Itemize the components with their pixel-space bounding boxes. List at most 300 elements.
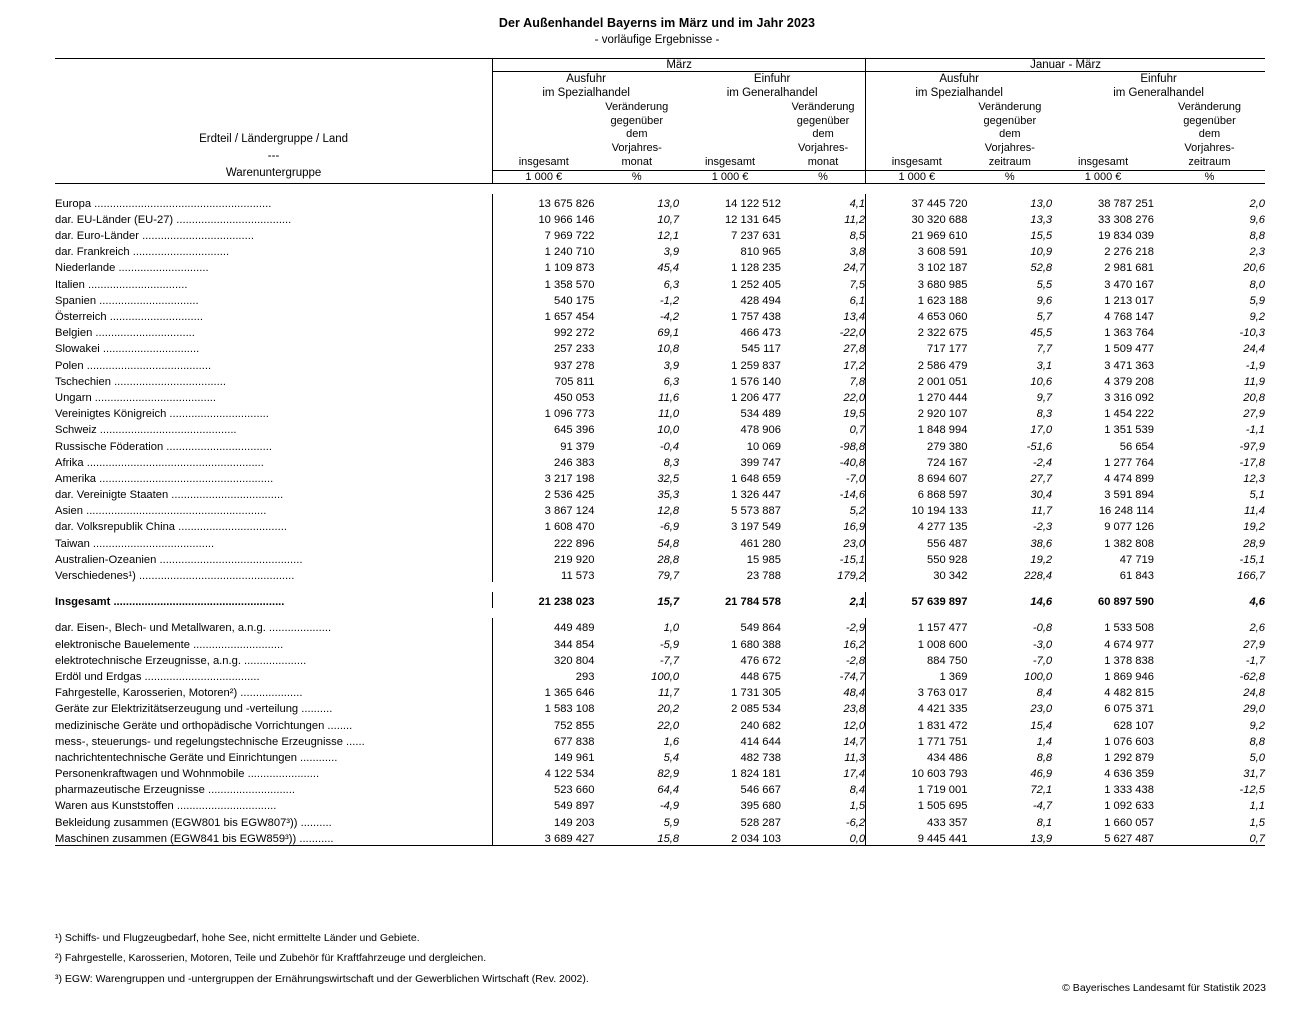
- cell-change-pct: 7,8: [781, 372, 866, 388]
- cell-value: 3 197 549: [731, 521, 781, 534]
- table-row: [55, 307, 1265, 323]
- cell-value: 16 248 114: [1098, 505, 1154, 518]
- cell-change-pct: 8,4: [1036, 687, 1053, 700]
- cell-value: 6 868 597: [917, 489, 968, 502]
- row-label: mess-, steuerungs- und regelungstechnische Erzeugnisse ......: [55, 732, 493, 748]
- cell-change-pct: 5,7: [1036, 311, 1053, 323]
- cell-change-pct: -17,8: [1239, 456, 1265, 469]
- cell-value: 1 583 108: [544, 703, 595, 716]
- cell-value: 60 897 590: [1097, 596, 1154, 609]
- row-label: Polen ........................................: [55, 355, 493, 371]
- foreign-trade-table: [55, 58, 1265, 846]
- cell-change-pct: 0,7: [781, 420, 866, 436]
- cell-value: 1 076 603: [1104, 735, 1154, 748]
- cell-change-pct: 11,7: [1031, 505, 1053, 518]
- cell-value: 1 831 472: [917, 719, 968, 732]
- cell-value: 21 969 610: [911, 230, 968, 243]
- cell-change-pct: 16,9: [781, 517, 866, 533]
- cell-value: 1 363 764: [1104, 327, 1154, 340]
- cell-value: 4 653 060: [917, 311, 968, 323]
- table-row: [55, 651, 1265, 667]
- cell-value: 1 509 477: [1104, 343, 1154, 356]
- cell-change-pct: 45,5: [1030, 327, 1053, 340]
- table-row: [55, 732, 1265, 748]
- cell-change-pct: 1,5: [1249, 816, 1265, 829]
- cell-change-pct: 7,7: [1036, 343, 1053, 356]
- cell-value: 1 771 751: [917, 735, 968, 748]
- cell-change-pct: 2,6: [1249, 622, 1265, 635]
- cell-value: 293: [575, 670, 595, 683]
- cell-value: 1 576 140: [731, 375, 781, 388]
- cell-change-pct: 32,5: [657, 472, 680, 485]
- cell-change-pct: -7,7: [659, 654, 680, 667]
- cell-change-pct: -7,0: [1032, 654, 1053, 667]
- cell-value: 1 351 539: [1104, 424, 1154, 437]
- table-row: [55, 404, 1265, 420]
- cell-change-pct: 10,9: [1030, 246, 1053, 259]
- cell-value: 246 383: [553, 456, 595, 469]
- table-row: [55, 829, 1265, 846]
- cell-value: 1 608 470: [544, 521, 595, 534]
- table-row: [55, 592, 1265, 608]
- cell-change-pct: 20,8: [1243, 391, 1265, 404]
- cell-change-pct: 8,1: [1036, 816, 1053, 829]
- cell-value: 556 487: [927, 537, 968, 550]
- cell-value: 9 077 126: [1104, 521, 1154, 534]
- table-row: [55, 323, 1265, 339]
- cell-value: 3 867 124: [544, 505, 595, 518]
- cell-change-pct: 11,9: [1244, 375, 1265, 388]
- cell-value: 3 608 591: [917, 246, 968, 259]
- cell-value: 717 177: [927, 343, 968, 356]
- cell-value: 6 075 371: [1104, 703, 1154, 716]
- cell-value: 1 719 001: [917, 784, 968, 797]
- table-row: [55, 683, 1265, 699]
- cell-change-pct: 15,4: [1030, 719, 1053, 732]
- cell-change-pct: 12,8: [657, 505, 680, 518]
- cell-change-pct: -4,2: [659, 311, 680, 323]
- cell-value: 476 672: [740, 654, 781, 667]
- cell-change-pct: 16,2: [781, 634, 866, 650]
- flow-header-ausfuhr-jan: [866, 72, 1053, 101]
- row-label: Europa .........................................................: [55, 194, 493, 210]
- cell-change-pct: -15,1: [781, 550, 866, 566]
- cell-change-pct: 8,8: [1249, 735, 1265, 748]
- table-row: [55, 291, 1265, 307]
- table-row: [55, 812, 1265, 828]
- cell-change-pct: 8,5: [781, 226, 866, 242]
- cell-value: 1 096 773: [544, 408, 595, 421]
- table-spacer-row: [55, 608, 1265, 618]
- row-label: dar. Eisen-, Blech- und Metallwaren, a.n.g. ....................: [55, 618, 493, 634]
- cell-change-pct: 13,0: [1030, 197, 1053, 210]
- cell-value: 3 217 198: [544, 472, 595, 485]
- cell-change-pct: 1,4: [1036, 735, 1053, 748]
- cell-change-pct: -10,3: [1239, 327, 1265, 340]
- cell-change-pct: 8,8: [1036, 751, 1053, 764]
- cell-change-pct: 27,9: [1243, 408, 1265, 421]
- stub-header-line3: Warenuntergruppe: [225, 167, 322, 180]
- row-label: Asien ..........................................................: [55, 501, 493, 517]
- cell-value: 1 008 600: [917, 638, 968, 651]
- cell-change-pct: -1,2: [659, 294, 680, 307]
- cell-value: 23 788: [746, 570, 781, 582]
- cell-value: 3 471 363: [1104, 359, 1154, 372]
- cell-value: 937 278: [553, 359, 595, 372]
- cell-change-pct: 4,1: [781, 194, 866, 210]
- period-header-jan-maerz: Januar - März: [866, 59, 1265, 72]
- cell-change-pct: 17,4: [781, 764, 866, 780]
- cell-change-pct: 14,6: [1030, 596, 1053, 609]
- row-label: dar. Volksrepublik China ...................................: [55, 517, 493, 533]
- cell-change-pct: 27,8: [781, 339, 866, 355]
- cell-change-pct: 79,7: [657, 570, 680, 582]
- row-label: dar. Euro-Länder ....................................: [55, 226, 493, 242]
- cell-change-pct: 22,0: [781, 388, 866, 404]
- measure-change-3-l1: Veränderung: [978, 100, 1042, 113]
- cell-value: 645 396: [553, 424, 595, 437]
- cell-value: 540 175: [553, 294, 595, 307]
- table-row: [55, 634, 1265, 650]
- cell-change-pct: 9,6: [1036, 294, 1053, 307]
- cell-change-pct: 19,2: [1243, 521, 1265, 534]
- cell-change-pct: 8,0: [1249, 278, 1265, 291]
- cell-value: 7 237 631: [731, 230, 781, 243]
- cell-change-pct: 12,1: [657, 230, 680, 243]
- cell-change-pct: 15,8: [594, 829, 679, 846]
- table-row: [55, 274, 1265, 290]
- cell-value: 549 864: [740, 622, 781, 635]
- cell-change-pct: 11,6: [658, 391, 680, 404]
- stub-header-line1: Erdteil / Ländergruppe / Land: [199, 132, 349, 145]
- table-spacer-row: [55, 582, 1265, 592]
- page-title: Der Außenhandel Bayerns im März und im Jahr 2023: [498, 16, 816, 30]
- flow-header-ausfuhr-maerz-l2: im Spezialhandel: [542, 87, 630, 100]
- cell-value: 1 382 808: [1104, 537, 1154, 550]
- cell-value: 2 276 218: [1104, 246, 1154, 259]
- cell-change-pct: 28,9: [1243, 537, 1265, 550]
- measure-change-4-l1: Veränderung: [1177, 100, 1241, 113]
- cell-change-pct: -1,7: [1245, 654, 1265, 667]
- cell-change-pct: 100,0: [651, 670, 680, 683]
- cell-value: 1 109 873: [544, 262, 595, 275]
- cell-change-pct: 20,2: [657, 703, 680, 716]
- unit-pct-1: %: [594, 170, 679, 183]
- table-row: [55, 533, 1265, 549]
- table-row: [55, 748, 1265, 764]
- footnote-1: ¹) Schiffs- und Flugzeugbedarf, hohe See, nicht ermittelte Länder und Gebiete.: [55, 932, 420, 944]
- cell-value: 1 259 837: [731, 359, 781, 372]
- cell-change-pct: 3,9: [663, 359, 680, 372]
- table-row: [55, 715, 1265, 731]
- cell-change-pct: 166,7: [1237, 570, 1265, 582]
- row-label: dar. Vereinigte Staaten ....................................: [55, 485, 493, 501]
- cell-change-pct: 13,0: [657, 197, 680, 210]
- cell-value: 523 660: [553, 784, 595, 797]
- cell-value: 320 804: [553, 654, 595, 667]
- cell-value: 724 167: [927, 456, 968, 469]
- row-label: Amerika ........................................................: [55, 469, 493, 485]
- table-row: [55, 501, 1265, 517]
- cell-value: 57 639 897: [911, 596, 968, 609]
- cell-change-pct: -40,8: [781, 453, 866, 469]
- cell-value: 2 920 107: [917, 408, 968, 421]
- cell-change-pct: 20,6: [1243, 262, 1265, 275]
- cell-change-pct: -2,4: [1032, 456, 1053, 469]
- cell-change-pct: 5,5: [1036, 278, 1053, 291]
- cell-value: 1 157 477: [917, 622, 968, 635]
- cell-value: 21 238 023: [538, 596, 595, 609]
- cell-change-pct: -6,2: [781, 812, 866, 828]
- cell-change-pct: 10,0: [657, 424, 680, 437]
- measure-change-3-l3: dem: [999, 128, 1021, 141]
- cell-value: 482 738: [740, 751, 781, 764]
- cell-value: 1 505 695: [917, 800, 968, 813]
- cell-value: 30 342: [933, 570, 968, 582]
- cell-change-pct: -2,8: [781, 651, 866, 667]
- cell-value: 19 834 039: [1097, 230, 1154, 243]
- cell-value: 549 897: [553, 800, 595, 813]
- cell-change-pct: 9,2: [1249, 311, 1265, 323]
- cell-change-pct: 179,2: [781, 566, 866, 582]
- cell-change-pct: -74,7: [781, 667, 866, 683]
- cell-value: 4 636 359: [1104, 768, 1154, 781]
- cell-value: 10 069: [746, 440, 781, 453]
- measure-change-4-l2: gegenüber: [1183, 114, 1236, 127]
- cell-value: 1 660 057: [1104, 816, 1154, 829]
- cell-value: 1 213 017: [1104, 294, 1154, 307]
- cell-change-pct: -1,9: [1245, 359, 1265, 372]
- cell-change-pct: 8,3: [1036, 408, 1053, 421]
- cell-value: 4 674 977: [1104, 638, 1154, 651]
- measure-change-1-l1: Veränderung: [605, 100, 669, 113]
- cell-change-pct: 82,9: [657, 768, 680, 781]
- cell-change-pct: 1,5: [781, 796, 866, 812]
- flow-header-einfuhr-maerz: [679, 72, 866, 101]
- row-label: Russische Föderation ..................................: [55, 436, 493, 452]
- cell-change-pct: 0,7: [1154, 829, 1265, 846]
- cell-change-pct: 15,5: [1030, 230, 1053, 243]
- unit-euro-3: 1 000 €: [866, 170, 968, 183]
- cell-change-pct: -2,3: [1032, 521, 1053, 534]
- cell-change-pct: 12,0: [781, 715, 866, 731]
- cell-value: 8 694 607: [917, 472, 968, 485]
- cell-change-pct: -22,0: [781, 323, 866, 339]
- cell-change-pct: 11,2: [781, 210, 866, 226]
- cell-value: 7 969 722: [544, 230, 595, 243]
- cell-value: 434 486: [927, 751, 968, 764]
- cell-change-pct: 13,9: [967, 829, 1052, 846]
- cell-value: 9 445 441: [866, 829, 968, 846]
- cell-value: 3 102 187: [917, 262, 968, 275]
- cell-change-pct: 6,3: [663, 278, 680, 291]
- cell-change-pct: -1,1: [1245, 424, 1265, 437]
- measure-change-1: [594, 101, 679, 170]
- copyright-notice: © Bayerisches Landesamt für Statistik 2023: [1062, 982, 1266, 994]
- cell-change-pct: 8,3: [663, 456, 680, 469]
- cell-value: 466 473: [740, 327, 781, 340]
- cell-value: 91 379: [560, 440, 595, 453]
- cell-change-pct: 31,7: [1243, 768, 1265, 781]
- cell-value: 752 855: [553, 719, 595, 732]
- cell-change-pct: 2,0: [1249, 197, 1265, 210]
- cell-value: 3 763 017: [917, 687, 968, 700]
- cell-value: 884 750: [927, 654, 968, 667]
- measure-change-3-l4: Vorjahres-: [984, 142, 1035, 154]
- cell-value: 1 369: [939, 670, 968, 683]
- unit-euro-1: 1 000 €: [493, 170, 595, 183]
- cell-change-pct: 45,4: [657, 262, 680, 275]
- flow-header-einfuhr-maerz-l2: im Generalhandel: [726, 87, 818, 100]
- cell-value: 4 768 147: [1104, 311, 1154, 323]
- cell-change-pct: 5,2: [781, 501, 866, 517]
- measure-change-2: [781, 101, 866, 170]
- title-block: [0, 0, 1314, 46]
- table-row: [55, 485, 1265, 501]
- measure-change-2-l3: dem: [812, 128, 834, 141]
- stub-header: [55, 59, 493, 184]
- cell-change-pct: 30,4: [1030, 489, 1053, 502]
- cell-change-pct: 5,0: [1249, 751, 1265, 764]
- measure-change-1-l3: dem: [626, 128, 648, 141]
- table-row: [55, 258, 1265, 274]
- cell-value: 2 034 103: [679, 829, 781, 846]
- measure-change-1-l4: Vorjahres-: [611, 142, 662, 154]
- cell-change-pct: -51,6: [1026, 440, 1053, 453]
- cell-value: 450 053: [553, 391, 595, 404]
- cell-value: 1 869 946: [1104, 670, 1154, 683]
- cell-change-pct: 52,8: [1030, 262, 1053, 275]
- cell-change-pct: 35,3: [657, 489, 680, 502]
- cell-change-pct: -15,1: [1239, 553, 1265, 566]
- table-row: [55, 194, 1265, 210]
- flow-header-ausfuhr-maerz: [493, 72, 680, 101]
- row-label: Afrika .........................................................: [55, 453, 493, 469]
- table-row: [55, 355, 1265, 371]
- table-row: [55, 210, 1265, 226]
- cell-change-pct: -4,9: [659, 800, 680, 813]
- cell-change-pct: 100,0: [1024, 670, 1053, 683]
- cell-change-pct: 24,4: [1243, 343, 1265, 356]
- cell-value: 38 787 251: [1097, 197, 1154, 210]
- cell-change-pct: 17,2: [781, 355, 866, 371]
- cell-change-pct: -0,4: [659, 440, 680, 453]
- table-row: [55, 764, 1265, 780]
- measure-change-2-l5: monat: [807, 155, 839, 168]
- row-label: Taiwan .......................................: [55, 533, 493, 549]
- cell-value: 1 533 508: [1104, 622, 1154, 635]
- cell-change-pct: 10,7: [657, 213, 680, 226]
- measure-total-1: insgesamt: [518, 155, 569, 168]
- cell-change-pct: 17,0: [1030, 424, 1053, 437]
- cell-value: 4 474 899: [1104, 472, 1154, 485]
- spacer-cell: [55, 183, 1265, 194]
- cell-value: 2 001 051: [917, 375, 968, 388]
- table-spacer-row: [55, 183, 1265, 194]
- table-row: [55, 226, 1265, 242]
- cell-change-pct: 13,4: [781, 307, 866, 323]
- period-header-maerz: März: [493, 59, 866, 72]
- flow-header-einfuhr-jan: [1052, 72, 1265, 101]
- cell-change-pct: 54,8: [657, 537, 680, 550]
- table-row: [55, 517, 1265, 533]
- footnote-3: ³) EGW: Warengruppen und -untergruppen der Ernährungswirtschaft und der Gewerblichen Wirtschaft (Rev. 2002).: [55, 972, 589, 985]
- cell-change-pct: 69,1: [657, 327, 680, 340]
- cell-value: 1 092 633: [1104, 800, 1154, 813]
- cell-value: 21 784 578: [724, 596, 781, 609]
- table-row: [55, 566, 1265, 582]
- measure-change-2-l1: Veränderung: [791, 100, 855, 113]
- cell-change-pct: 24,8: [1243, 687, 1265, 700]
- cell-value: 3 470 167: [1104, 278, 1154, 291]
- measure-change-4-l4: Vorjahres-: [1184, 142, 1235, 154]
- cell-value: 433 357: [927, 816, 968, 829]
- cell-change-pct: 6,3: [663, 375, 680, 388]
- cell-change-pct: 64,4: [657, 784, 680, 797]
- cell-change-pct: 228,4: [1024, 570, 1053, 582]
- cell-value: 4 122 534: [544, 768, 595, 781]
- cell-change-pct: 1,1: [1249, 800, 1265, 813]
- header-row-periods: [55, 59, 1265, 72]
- cell-value: 534 489: [740, 408, 781, 421]
- cell-value: 15 985: [746, 553, 781, 566]
- cell-change-pct: 1,6: [663, 735, 680, 748]
- cell-change-pct: 14,7: [781, 732, 866, 748]
- cell-change-pct: 5,9: [1249, 294, 1265, 307]
- cell-value: 61 843: [1119, 570, 1154, 582]
- row-label: Waren aus Kunststoffen ................................: [55, 796, 493, 812]
- spacer-cell: [55, 608, 1265, 618]
- table-row: [55, 436, 1265, 452]
- cell-value: 1 333 438: [1104, 784, 1154, 797]
- footnote-2: ²) Fahrgestelle, Karosserien, Motoren, Teile und Zubehör für Kraftfahrzeuge und dergleichen.: [55, 952, 487, 965]
- cell-change-pct: 72,1: [1030, 784, 1053, 797]
- cell-value: 344 854: [553, 638, 595, 651]
- cell-change-pct: 10,8: [657, 343, 680, 356]
- cell-value: 3 689 427: [493, 829, 595, 846]
- cell-value: 33 308 276: [1097, 213, 1154, 226]
- cell-value: 1 454 222: [1104, 408, 1154, 421]
- cell-value: 257 233: [553, 343, 595, 356]
- cell-value: 546 667: [740, 784, 781, 797]
- cell-value: 1 270 444: [917, 391, 968, 404]
- cell-value: 2 322 675: [917, 327, 968, 340]
- table-row: [55, 388, 1265, 404]
- row-label: Vereinigtes Königreich ................................: [55, 404, 493, 420]
- row-label: Maschinen zusammen (EGW841 bis EGW859³)) ...........: [55, 829, 493, 846]
- stub-header-line2: ---: [267, 150, 280, 162]
- cell-change-pct: 2,1: [781, 592, 866, 608]
- cell-change-pct: 0,0: [781, 829, 866, 846]
- cell-value: 628 107: [1113, 719, 1154, 732]
- cell-value: 14 122 512: [724, 197, 781, 210]
- unit-pct-4: %: [1154, 170, 1265, 183]
- table-row: [55, 469, 1265, 485]
- cell-change-pct: 11,4: [1244, 505, 1265, 518]
- row-label: Spanien ................................: [55, 291, 493, 307]
- cell-value: 5 627 487: [1052, 829, 1154, 846]
- measure-change-2-l4: Vorjahres-: [797, 142, 849, 154]
- cell-change-pct: -7,0: [781, 469, 866, 485]
- cell-value: 992 272: [553, 327, 595, 340]
- cell-value: 3 591 894: [1104, 489, 1154, 502]
- cell-value: 1 252 405: [731, 278, 781, 291]
- cell-change-pct: 23,0: [1030, 703, 1053, 716]
- cell-change-pct: 5,4: [663, 751, 680, 764]
- table-row: [55, 550, 1265, 566]
- table-row: [55, 618, 1265, 634]
- cell-value: 10 603 793: [911, 768, 968, 781]
